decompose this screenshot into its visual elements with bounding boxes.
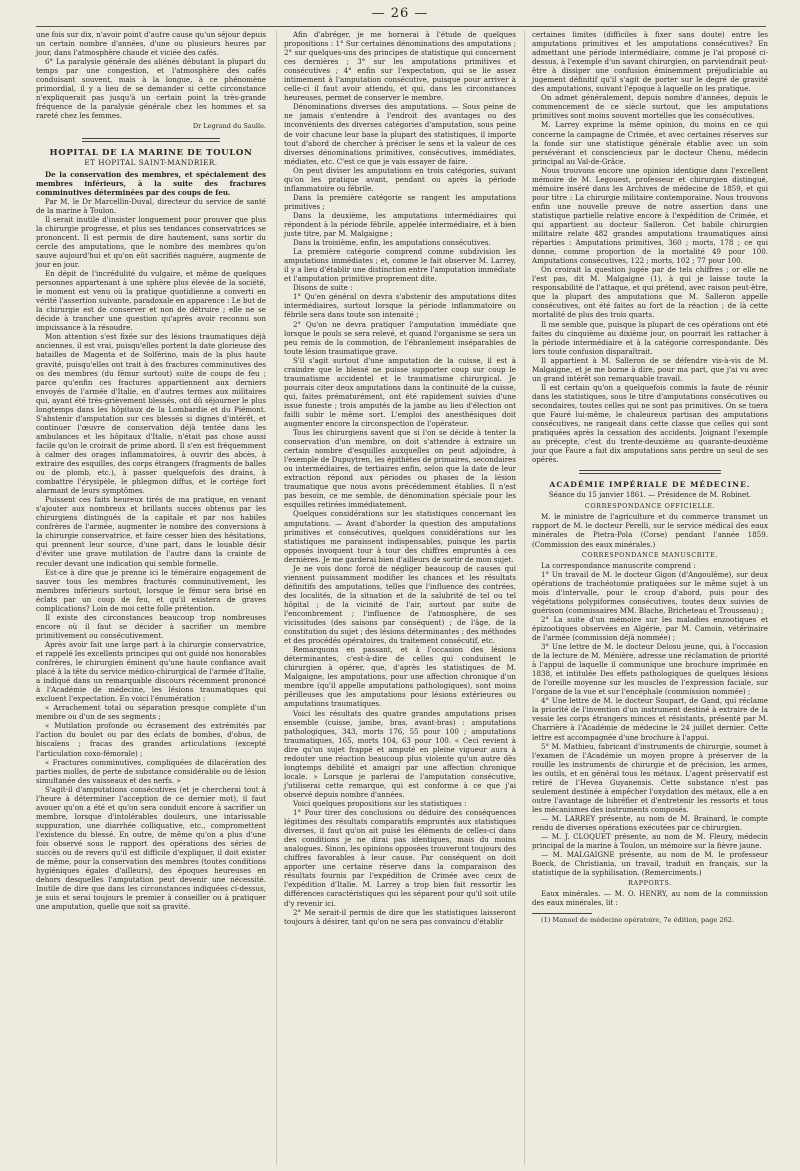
paragraph: Voici les résultats des quatre grandes amputations prises ensemble (cuisse, jambe, bras, avant-bras) : amputations pathologiques, 343, morts 176, 55 pour 100 ; amputations traumatiques, 165, morts 104, 63 pour 100. « Ceci revient à dire qu'un sujet frappé et amputé en pleine vigueur aura à redouter une réaction beaucoup plus violente qu'un autre dès longtemps débilité et amaigri par une affection chronique locale. » Lorsque je parlerai de l'amputation consécutive, j'utiliserai cette remarque, qui est conforme à ce que j'ai observé depuis nombre d'années. [284, 708, 516, 799]
paragraph: Il existe des circonstances beaucoup trop nombreuses encore où il faut se décider à sacrifier un membre primitivement ou consécutivement. [36, 612, 266, 640]
article-title-line-2: ET HOPITAL SAINT-MANDRIER. [84, 157, 218, 167]
column-divider [524, 30, 525, 1165]
paragraph: On peut diviser les amputations en trois catégories, suivant qu'on les pratique avant, pendant ou après la période inflammatoire ou fébrile. [284, 165, 516, 193]
paragraph: — M. J. CLOQUET présente, au nom de M. Fleury, médecin principal de la marine à Toulon, un mémoire sur la fièvre jaune. [532, 832, 768, 851]
paragraph: 1° Qu'en général on devra s'abstenir des amputations dites intermédiaires, surtout lorsque la période inflammatoire ou fébrile sera dans toute son intensité ; [284, 292, 516, 320]
paragraph: Il serait inutile d'insister longuement pour prouver que plus la chirurgie progresse, et plus ses tendances conservatrices se prononcent. Il est permis de dire hautement, sans sortir du cercle des amputations, que le nombre des membres qu'on sauve aujourd'hui et qu'on eût sacrifiés naguère, augmente de jour en jour. [36, 214, 266, 269]
paragraph: Dénominations diverses des amputations. — Sous peine de ne jamais s'entendre à l'endroit des avantages ou des inconvénients des diverses catégories d'amputation, sous peine de voir chacune leur base la plupart des statistiques, il importe tout d'abord de chercher à préciser le sens et la valeur de ces diverses dénominations primitives, consécutives, immédiates, médiates, etc. C'est ce que je vais essayer de faire. [284, 102, 516, 166]
footnote-rule [532, 913, 592, 914]
paragraph: 1° Un travail de M. le docteur Gigon (d'Angoulême), sur deux opérations de trachéotomie pratiquées sur le même sujet à un mois d'intervalle, pour le croup d'abord, puis pour des végétations polypiformes consécutives, toutes deux suivies de guérison (commissaires MM. Blache, Bricheteau et Trousseau) ; [532, 569, 768, 615]
article-title: HOPITAL DE LA MARINE DE TOULON [49, 147, 253, 158]
quote-item: « Mutilation profonde ou écrasement des extrémités par l'action du boulet ou par des éclats de bombes, d'obus, de biscaïens ; fracas des grandes articulations (excepté l'articulation coxo-fémorale) ; [36, 721, 266, 758]
paragraph: Mon attention s'est fixée sur des lésions traumatiques déjà anciennes, il est vrai, puisqu'elles portent la date glorieuse des batailles de Magenta et de Solférino, mais de la plus haute gravité, puisqu'elles ont trait à des fractures comminutives des os des membres (du fémur surtout) suite de coups de feu ; parce qu'enfin ces fractures appartiennent aux derniers envoyés de l'armée d'Italie, en d'autres termes aux militaires qui, ayant été très-grièvement blessés, ont dû séjourner le plus longtemps dans les hôpitaux de la Lombardie et du Piémont. S'abstenir d'amputation sur ces blessés si dignes d'intérêt, et continuer l'œuvre de conservation déjà tentée dans les ambulances et les hôpitaux d'Italie, n'était pas chose aussi facile qu'on le croirait de prime abord. Il s'en est fréquemment à calmer des orages inflammatoires, à ouvrir des abcès, à extraire des esquilles, des corps étrangers (fragments de balles ou de plomb, etc.), à passer quelquefois des drains, à combattre l'érysipèle, le phlegmon diffus, et le cortége fort alarmant de leurs symptômes. [36, 332, 266, 496]
paragraph: 1° Pour tirer des conclusions ou déduire des conséquences légitimes des résultats comparatifs empruntés aux statistiques diverses, il faut qu'on ait puisé les éléments de celles-ci dans des conditions je ne dirai pas identiques, mais du moins analogues. Sinon, les opinions opposées trouveront toujours des chiffres favorables à leur cause. Par conséquent on doit apporter une certaine réserve dans la comparaison des résultats fournis par l'expédition de Crimée avec ceux de l'expédition d'Italie. M. Larrey a trop bien fait ressortir les différences caractéristiques qui les séparent pour qu'il soit utile d'y revenir ici. [284, 808, 516, 908]
paragraph: Est-ce à dire que je prenne ici le téméraire engagement de sauver tous les membres fracturés comminutivement, les membres inférieurs surtout, lorsque le fémur sera brisé en éclats par un coup de feu, et qu'il existera de graves complications? Loin de moi cette folle prétention. [36, 567, 266, 613]
paragraph: La première catégorie comprend comme subdivision les amputations immédiates ; et, comme le fait observer M. Larrey, il y a lieu d'établir une distinction entre l'amputation immédiate et l'amputation primitive proprement dite. [284, 247, 516, 284]
paragraph: S'il s'agit surtout d'une amputation de la cuisse, il est à craindre que le blessé ne puisse supporter coup sur coup le traumatisme accidentel et le traumatisme chirurgical. Je pourrais citer deux amputations dans la continuité de la cuisse, qui, faites prématurément, ont été rapidement suivies d'une issue funeste ; trois amputés de la jambe au lieu d'élection ont failli subir le même sort. L'emploi des anesthésiques doit augmenter encore la circonspection de l'opérateur. [284, 355, 516, 429]
paragraph: S'agit-il d'amputations consécutives (et je chercherai tout à l'heure à déterminer l'acception de ce dernier mot), il faut avouer qu'on a été et qu'on sera conduit encore à sacrifier un membre, lorsque d'intolérables douleurs, une intarissable suppuration, une diarrhée colliquative, etc., compromettent l'existence du blessé. En outre, de même qu'on a plus d'une fois observé sous le rapport des opérations des séries de succès ou de revers qu'il est difficile d'expliquer, il doit exister de même, pour la conservation des membres (toutes conditions hygiéniques égales d'ailleurs), des époques heureuses en dehors desquelles l'amputation peut devenir une nécessité. Inutile de dire que dans les circonstances indiquées ci-dessus, je suis et serai toujours le premier à conseiller ou à pratiquer une amputation, quelle que soit sa gravité. [36, 784, 266, 912]
paragraph: Afin d'abréger, je me bornerai à l'étude de quelques propositions : 1° Sur certaines dénominations des amputations ; 2° sur quelques-uns des principes de statistique qui concernent ces dernières ; 3° sur les amputations primitives et consécutives ; 4° enfin sur l'expectation, qui se lie assez intimement à l'amputation consécutive, puisque pour arriver à celle-ci il faut avoir attendu, et qui, dans les circonstances heureuses, permet de conserver le membre. [284, 30, 516, 103]
paragraph: — M. LARREY présente, au nom de M. Brainard, le compte rendu de diverses opérations exécutées par ce chirurgien. [532, 813, 768, 832]
section-heading: RAPPORTS. [628, 879, 672, 888]
paragraph: 2° La suite d'un mémoire sur les maladies enzootiques et épizootiques observées en Algérie, par M. Camoin, vétérinaire de l'armée (commission déjà nommée) ; [532, 614, 768, 642]
paragraph: M. Larrey exprime la même opinion, du moins en ce qui concerne la campagne de Crimée, et avec certaines réserves sur la fonde sur une statistique générale établie avec un soin persévérant et consciencieux par le docteur Chenu, médecin principal au Val-de-Grâce. [532, 120, 768, 166]
page-number: — 26 — [371, 6, 429, 21]
paragraph: Il appartient à M. Salleron de se défendre vis-à-vis de M. Malgaigne, et je me borne à dire, pour ma part, que j'ai vu avec un grand intérêt son remarquable travail. [532, 355, 768, 383]
article-subtitle: De la conservation des membres, et spécialement des membres inférieurs, à la suite des fractures comminutives déterminées par des coups de feu. [36, 169, 266, 197]
paragraph: Nous trouvons encore une opinion identique dans l'excellent mémoire de M. Legouest, professeur et chirurgien distingué, mémoire inséré dans les Archives de médecine de 1859, et qui pour titre : La chirurgie militaire contemporaine. Nous trouvons enfin une nouvelle preuve de notre assertion dans une statistique partielle relative encore à l'expédition de Crimée, et qui appartient au docteur Salleron. Cet habile chirurgien militaire relate 482 grandes amputations traumatiques ainsi réparties : Amputations primitives, 360 ; morts, 178 ; ce qui donne, comme proportion de la mortalité 49 pour 100. Amputations consécutives, 122 ; morts, 102 ; 77 pour 100. [532, 165, 768, 266]
paragraph: 2° Qu'on ne devra pratiquer l'amputation immédiate que lorsque le pouls se sera relevé, et quand l'organisme se sera un peu remis de la commotion, de l'ébranlement inséparables de toute lésion traumatique grave. [284, 319, 516, 356]
paragraph: Je ne vois donc forcé de négliger beaucoup de causes qui viennent puissamment modifier les chances et les résultats définitifs des amputations, telles que l'influence des contrées, des localités, de la situation et de la salubrité de tel ou tel hôpital ; de la vicinité de l'air, surtout par suite de l'encombrement ; l'influence de l'atmosphère, de ses vicissitudes (des saisons par conséquent) ; de l'âge, de la constitution du sujet ; des lésions déterminantes ; des méthodes et des procédés opératoires, du traitement consécutif, etc. [284, 563, 516, 646]
ornamental-divider [532, 467, 768, 477]
session-date: Séance du 15 janvier 1861. — Présidence de M. Robinet. [548, 491, 752, 500]
section-heading: CORRESPONDANCE OFFICIELLE. [584, 502, 716, 511]
section-title: ACADÉMIE IMPÉRIALE DE MÉDECINE. [549, 480, 751, 490]
paragraph: Quelques considérations sur les statistiques concernant les amputations. — Avant d'aborder la question des amputations primitives et consécutives, quelques considérations sur les statistiques me paraissent indispensables, puisque les partis opposés invoquent tour à tour des chiffres empruntés à ces dernières. Je me garderai bien d'ailleurs de sortir de mon sujet. [284, 509, 516, 564]
paragraph: Tous les chirurgiens savent que si l'on se décide à tenter la conservation d'un membre, on doit s'attendre à extraire un certain nombre d'esquilles auxquelles on peut adjoindre, à l'exemple de Dupuytren, les épithètes de primaires, secondaires ou intermédiaires, de tertiaires enfin, selon que la date de leur extraction répond aux périodes ou phases de la lésion traumatique que nous avons précédemment établies. Il n'est pas besoin, ce me semble, de dénomination spéciale pour les esquilles retirées immédiatement. [284, 428, 516, 510]
paragraph: En dépit de l'incrédulité du vulgaire, et même de quelques personnes appartenant à une sphère plus élevée de la société, le moment est venu où la pratique quotidienne a converti en vérité l'assertion suivante, paradoxale en apparence : Le but de la chirurgie est de conserver et non de détruire ; elle ne se décide à trancher une question qu'après avoir reconnu son impuissance à la résoudre. [36, 269, 266, 333]
author-signature: Dr Legrand du Saulle. [192, 122, 266, 131]
paragraph: Eaux minérales. — M. O. HENRY, au nom de la commission des eaux minérales, lit : [532, 889, 768, 908]
paragraph: certaines limites (difficiles à fixer sans doute) entre les amputations primitives et les amputations consécutives? En admettant une période intermédiaire, comme je l'ai proposé ci-dessus, à l'exemple d'un savant chirurgien, on parviendrait peut-être à dissiper une confusion éminemment préjudiciable au jugement définitif qu'il s'agit de porter sur le degré de gravité des amputations, suivant l'époque à laquelle on les pratique. [532, 30, 768, 94]
column-middle [284, 30, 516, 926]
paragraph: Dans la deuxième, les amputations intermédiaires qui répondent à la période fébrile, appelée intermédiaire, et à bien juste titre, par M. Malgaigne ; [284, 210, 516, 239]
paragraph: 4° Une lettre de M. le docteur Soupart, de Gand, qui réclame la priorité de l'invention d'un instrument destiné à extraire de la vessie les corps étrangers minces et résistants, présenté par M. Charrière à l'Académie de médecine le 24 juillet dernier. Cette lettre est accompagnée d'une brochure à l'appui. [532, 696, 768, 742]
paragraph: Il me semble que, puisque la plupart de ces opérations ont été faites du cinquième au dixième jour, on pourrait les rattacher à la période intermédiaire et à la catégorie correspondante. Dès lors toute confusion disparaîtrait. [532, 319, 768, 356]
paragraph: On admet généralement, depuis nombre d'années, depuis le commencement de ce siècle surtout, que les amputations primitives sont moins souvent mortelles que les consécutives. [532, 93, 768, 121]
article-byline: Par M. le Dr Marcellin-Duval, directeur du service de santé de la marine à Toulon. [36, 196, 266, 215]
paragraph: On croirait la question jugée par de tels chiffres ; or elle ne l'est pas, dit M. Malgaigne (1), à qui je laisse toute la responsabilité de l'attaque, et qui prétend, avec raison peut-être, que la plupart des amputations que M. Salleron appelle consécutives, ont été faites au fort de la réaction ; de là cette mortalité de plus des trois quarts. [532, 265, 768, 320]
column-left [36, 30, 266, 911]
ornamental-divider [36, 135, 266, 145]
quote-item: « Fractures comminutives, compliquées de dilacération des parties molles, de perte de substance considérable ou de lésion simultanée des vaisseaux et des nerfs. » [36, 757, 266, 785]
quote-item: « Arrachement total ou séparation presque complète d'un membre ou d'un de ses segments ; [36, 703, 266, 722]
section-heading: CORRESPONDANCE MANUSCRITE. [581, 550, 719, 559]
column-right [532, 30, 768, 925]
paragraph: Voici quelques propositions sur les statistiques : [293, 798, 467, 808]
column-divider [276, 30, 277, 1165]
paragraph: Puissent ces faits heureux tirés de ma pratique, en venant s'ajouter aux nombreux et brillants succès obtenus par les chirurgiens distingués de la capitale et par nos habiles confrères de l'armée, augmenter le nombre des conversions à la chirurgie conservatrice, et faire cesser bien des hésitations, qui prennent leur source, d'une part, dans le louable désir d'éviter une grave mutilation de l'autre dans la crainte de reculer devant une indication qui semble formelle. [36, 495, 266, 568]
paragraph: La correspondance manuscrite comprend : [541, 560, 696, 570]
paragraph: — M. MALGAIGNE présente, au nom de M. le professeur Boeck, de Christiania, un travail, traduit en français, sur la statistique de la syphilisation. (Remerciments.) [532, 850, 768, 878]
paragraph: M. le ministre de l'agriculture et du commerce transmet un rapport de M. le docteur Perelli, sur le service médical des eaux minérales de Pietra-Pola (Corse) pendant l'année 1859. (Commission des eaux minérales.) [532, 512, 768, 549]
paragraph: 2° Me serait-il permis de dire que les statistiques laisseront toujours à désirer, tant qu'on ne sera pas convaincu d'établir [284, 907, 516, 926]
paragraph: Remarquons en passant, et à l'occasion des lésions déterminantes, c'est-à-dire de celles qui conduisent le chirurgien à opérer, que, d'après les statistiques de M. Malgaigne, les amputations, pour une affection chronique d'un membre (qu'il appelle amputations pathologiques), sont moins périlleuses que les amputations pour lésions extérieures ou amputations traumatiques. [284, 645, 516, 709]
paragraph: Dans la troisième, enfin, les amputations consécutives. [293, 238, 491, 248]
paragraph: 5° M. Mathieu, fabricant d'instruments de chirurgie, soumet à l'examen de l'Académie un moyen propre à préserver de la rouille les instruments de chirurgie et de précision, les armes, les outils, et en général tous les métaux. L'agent préservatif est retiré de l'Hevea Guyanensis. Cette substance n'est pas seulement destinée à empêcher l'oxydation des métaux, elle a en outre l'avantage de lubréfier et d'entretenir les ressorts et tous les mécanismes des instruments composés. [532, 741, 768, 814]
paragraph: Après avoir fait une large part à la chirurgie conservatrice, et rappelé les excellents principes qui ont guidé nos honorables confrères, le chirurgien éminent qu'une haute confiance avait placé à la tête du service médico-chirurgical de l'armée d'Italie, a indiqué dans un remarquable discours récemment prononcé à l'Académie de médecine, les lésions traumatiques qui excluent l'expectation. En voici l'énumération : [36, 639, 266, 704]
footnote: (1) Manuel de médecine opératoire, 7e édition, page 262. [541, 916, 735, 925]
paragraph: Disons de suite : [293, 283, 353, 293]
paragraph: Dans la première catégorie se rangent les amputations primitives ; [284, 192, 516, 211]
header-rule [36, 26, 766, 27]
paragraph: 3° Une lettre de M. le docteur Delosu jeune, qui, à l'occasion de la lecture de M. Ménière, adresse une réclamation de priorité à l'appui de laquelle il communique une brochure imprimée en 1838, et intitulée Des effets pathologiques de quelques lésions de l'oreille moyenne sur les muscles de l'expression faciale, sur l'organe de la vue et sur l'encéphale (commission nommée) ; [532, 642, 768, 697]
paragraph: 6° La paralysie générale des aliénés débutant la plupart du temps par une congestion, et l'atmosphère des cafés conduisant souvent, mais à la longue, à ce phénomène primordial, il y a lieu de se demander si cette circonstance n'expliquerait pas jusqu'à un certain point la très-grande fréquence de la paralysie générale chez les hommes et sa rareté chez les femmes. [36, 57, 266, 121]
paragraph: Il est certain qu'on a quelquefois commis la faute de réunir dans les statistiques, sous le titre d'amputations consécutives ou secondaires, toutes celles qui ne sont pas primitives. On se tuera que Fauré lui-même, le chaleureux partisan des amputations consécutives, ne rangeait dans cette classe que celles qui sont pratiquées après la cessation des accidents. Joignant l'exemple au précepte, c'est du trente-deuxième au quarante-deuxième jour que Faure a fait dix amputations sans perdre un seul de ses opérés. [532, 382, 768, 465]
paragraph: une fois sur dix, n'avoir point d'autre cause qu'un séjour depuis un certain nombre d'années, d'une ou plusieurs heures par jour, dans l'atmosphère chaude et viciée des cafés. [36, 30, 266, 58]
